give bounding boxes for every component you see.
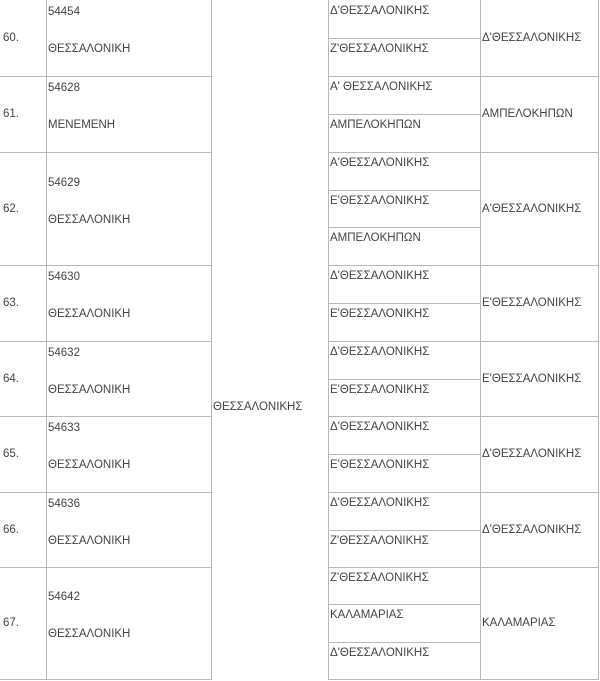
- service-name: Ε'ΘΕΣΣΑΛΟΝΙΚΗΣ: [482, 372, 582, 385]
- sector-name: ΑΜΠΕΛΟΚΗΠΩΝ: [330, 232, 421, 245]
- municipality-name: ΘΕΣΣΑΛΟΝΙΚΗΣ: [213, 401, 303, 413]
- column-divider: [328, 0, 329, 680]
- row-divider: [0, 416, 212, 417]
- sub-row-divider: [328, 38, 480, 39]
- row-divider: [0, 265, 212, 266]
- row-number: 63.: [3, 297, 19, 309]
- service-name: Δ'ΘΕΣΣΑΛΟΝΙΚΗΣ: [482, 32, 582, 44]
- area-name: ΘΕΣΣΑΛΟΝΙΚΗ: [48, 213, 131, 226]
- column-divider: [480, 0, 481, 680]
- sector-name: Δ'ΘΕΣΣΑΛΟΝΙΚΗΣ: [330, 270, 430, 282]
- sector-name: Δ'ΘΕΣΣΑΛΟΝΙΚΗΣ: [330, 346, 430, 358]
- postal-code: 54642: [48, 591, 80, 603]
- service-name: Δ'ΘΕΣΣΑΛΟΝΙΚΗΣ: [482, 523, 582, 536]
- sector-name: Ε'ΘΕΣΣΑΛΟΝΙΚΗΣ: [330, 194, 430, 207]
- row-divider: [0, 492, 212, 493]
- sub-row-divider: [328, 642, 480, 643]
- sub-row-divider: [328, 379, 480, 380]
- postal-code: 54633: [48, 422, 80, 434]
- postal-code: 54629: [48, 176, 80, 189]
- sector-name: Δ'ΘΕΣΣΑΛΟΝΙΚΗΣ: [330, 646, 430, 659]
- row-number: 64.: [3, 372, 19, 385]
- sector-name: Ε'ΘΕΣΣΑΛΟΝΙΚΗΣ: [330, 308, 430, 320]
- sub-row-divider: [328, 114, 480, 115]
- row-divider: [328, 152, 599, 153]
- row-divider: [0, 679, 212, 680]
- area-name: ΘΕΣΣΑΛΟΝΙΚΗ: [48, 383, 131, 396]
- postal-code: 54628: [48, 82, 80, 94]
- sector-name: Ζ'ΘΕΣΣΑΛΟΝΙΚΗΣ: [330, 534, 429, 547]
- sector-name: Α'ΘΕΣΣΑΛΟΝΙΚΗΣ: [330, 157, 430, 169]
- sub-row-divider: [328, 227, 480, 228]
- sector-name: Ε'ΘΕΣΣΑΛΟΝΙΚΗΣ: [330, 459, 430, 471]
- service-name: ΑΜΠΕΛΟΚΗΠΩΝ: [482, 108, 573, 120]
- row-divider: [328, 567, 599, 568]
- sector-name: Δ'ΘΕΣΣΑΛΟΝΙΚΗΣ: [330, 5, 430, 17]
- area-name: ΘΕΣΣΑΛΟΝΙΚΗ: [48, 628, 131, 640]
- sub-row-divider: [328, 530, 480, 531]
- sub-row-divider: [328, 303, 480, 304]
- row-divider: [0, 341, 212, 342]
- row-divider: [0, 152, 212, 153]
- service-name: ΚΑΛΑΜΑΡΙΑΣ: [482, 617, 556, 629]
- sector-name: Ζ'ΘΕΣΣΑΛΟΝΙΚΗΣ: [330, 43, 429, 55]
- postal-code: 54630: [48, 271, 80, 283]
- row-divider: [328, 492, 599, 493]
- sub-row-divider: [328, 454, 480, 455]
- row-divider: [328, 416, 599, 417]
- sector-name: Δ'ΘΕΣΣΑΛΟΝΙΚΗΣ: [330, 497, 430, 509]
- area-name: ΘΕΣΣΑΛΟΝΙΚΗ: [48, 308, 131, 320]
- row-divider: [0, 567, 212, 568]
- sector-name: ΚΑΛΑΜΑΡΙΑΣ: [330, 609, 404, 622]
- row-number: 67.: [3, 617, 19, 629]
- sector-name: Δ'ΘΕΣΣΑΛΟΝΙΚΗΣ: [330, 421, 430, 433]
- row-number: 61.: [3, 108, 19, 120]
- column-divider: [598, 0, 599, 680]
- postal-code: 54636: [48, 497, 80, 510]
- sector-name: Ε'ΘΕΣΣΑΛΟΝΙΚΗΣ: [330, 383, 430, 396]
- service-name: Δ'ΘΕΣΣΑΛΟΝΙΚΗΣ: [482, 448, 582, 460]
- row-number: 60.: [3, 32, 19, 44]
- row-number: 65.: [3, 448, 19, 460]
- sub-row-divider: [328, 604, 480, 605]
- service-name: Ε'ΘΕΣΣΑΛΟΝΙΚΗΣ: [482, 297, 582, 309]
- service-name: Α'ΘΕΣΣΑΛΟΝΙΚΗΣ: [482, 202, 582, 215]
- postal-code: 54454: [48, 6, 80, 18]
- row-number: 62.: [3, 202, 19, 215]
- sector-name: Ζ'ΘΕΣΣΑΛΟΝΙΚΗΣ: [330, 572, 429, 584]
- row-divider: [328, 679, 599, 680]
- row-divider: [328, 265, 599, 266]
- area-name: ΘΕΣΣΑΛΟΝΙΚΗ: [48, 459, 131, 471]
- column-divider: [211, 0, 212, 680]
- area-name: ΘΕΣΣΑΛΟΝΙΚΗ: [48, 534, 131, 547]
- area-name: ΜΕΝΕΜΕΝΗ: [48, 119, 116, 131]
- sector-name: Α' ΘΕΣΣΑΛΟΝΙΚΗΣ: [330, 81, 433, 93]
- sector-name: ΑΜΠΕΛΟΚΗΠΩΝ: [330, 119, 421, 131]
- row-divider: [328, 341, 599, 342]
- postal-code: 54632: [48, 346, 80, 359]
- row-number: 66.: [3, 523, 19, 536]
- area-name: ΘΕΣΣΑΛΟΝΙΚΗ: [48, 43, 131, 55]
- sub-row-divider: [328, 190, 480, 191]
- row-divider: [328, 76, 599, 77]
- row-divider: [0, 76, 212, 77]
- column-divider: [46, 0, 47, 680]
